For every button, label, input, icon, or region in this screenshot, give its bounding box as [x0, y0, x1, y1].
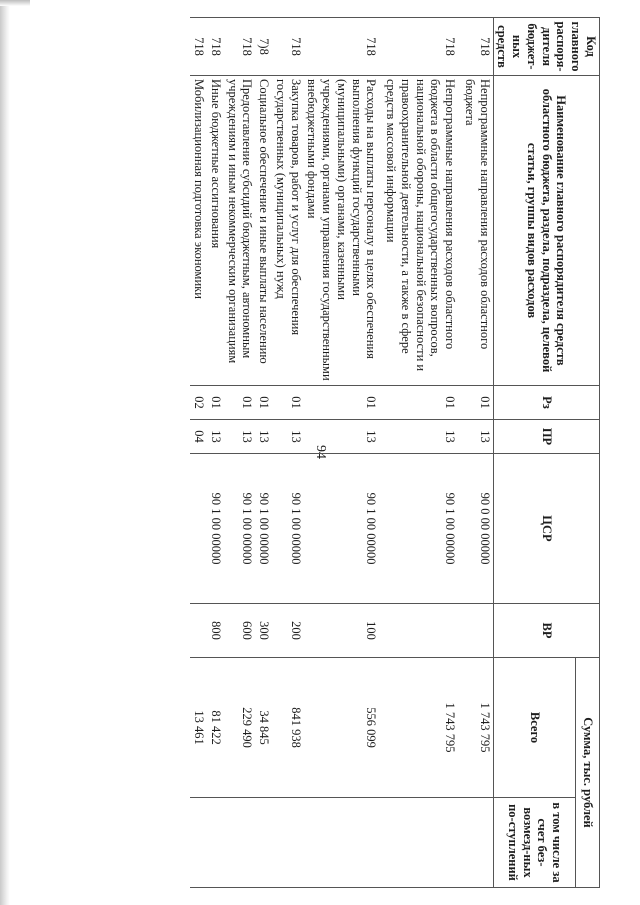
cell-code: 718: [191, 18, 208, 76]
cell-total: 1 743 795: [461, 658, 493, 798]
cell-total: 1 743 795: [383, 658, 462, 798]
cell-csr: 90 1 00 00000: [256, 454, 273, 604]
cell-name: Иные бюджетные ассигнования: [207, 76, 224, 386]
cell-rz: 01: [224, 386, 256, 420]
cell-total: 841 938: [272, 658, 304, 798]
cell-pr: 13: [461, 420, 493, 454]
cell-code: 7)8: [256, 18, 273, 76]
cell-vr: 800: [207, 604, 224, 658]
cell-gratuitous: [191, 798, 208, 888]
header-name: Наименование главного распорядителя средств областного бюджета, раздела, подраздела, целевой статьи, группы видов расходов: [493, 76, 599, 386]
cell-vr: 200: [272, 604, 304, 658]
header-csr: ЦСР: [493, 454, 599, 604]
cell-gratuitous: [461, 798, 493, 888]
cell-pr: 13: [383, 420, 462, 454]
header-rz: Рз: [493, 386, 599, 420]
cell-code: 718: [304, 18, 383, 76]
cell-code: 718: [224, 18, 256, 76]
cell-name: Мобилизационная подготовка экономики: [191, 76, 208, 386]
cell-code: 718: [272, 18, 304, 76]
cell-pr: 13: [304, 420, 383, 454]
cell-gratuitous: [224, 798, 256, 888]
header-total: Всего: [493, 658, 576, 798]
table-row: [256, 18, 273, 888]
scan-corner-shadow: [0, 0, 30, 6]
cell-csr: [191, 454, 208, 604]
cell-vr: 300: [256, 604, 273, 658]
cell-name: Расходы на выплаты персоналу в целях обеспечения выполнения функций государственными (муниципальными) органами, казенными учреждениями, органами управления государственными внебюджетными фондами: [304, 76, 383, 386]
cell-rz: 01: [272, 386, 304, 420]
table-row: [207, 18, 224, 888]
cell-total: 556 099: [304, 658, 383, 798]
cell-code: 718: [461, 18, 493, 76]
cell-rz: 02: [191, 386, 208, 420]
table-row: [272, 18, 304, 888]
cell-csr: 90 1 00 00000: [224, 454, 256, 604]
cell-rz: 01: [383, 386, 462, 420]
cell-gratuitous: [383, 798, 462, 888]
table-row: [191, 18, 208, 888]
cell-csr: 90 0 00 00000: [461, 454, 493, 604]
header-code: Код главного распоря-дителя бюджет-ных средств: [493, 18, 599, 76]
cell-csr: 90 1 00 00000: [207, 454, 224, 604]
header-sum-group: Сумма, тыс. рублей: [576, 658, 600, 888]
cell-rz: 01: [256, 386, 273, 420]
cell-rz: 01: [304, 386, 383, 420]
cell-name: Непрограммные направления расходов областного бюджета: [461, 76, 493, 386]
cell-name: Закупка товаров, работ и услуг для обеспечения государственных (муниципальных) нужд: [272, 76, 304, 386]
cell-gratuitous: [207, 798, 224, 888]
cell-vr: 100: [304, 604, 383, 658]
header-vr: ВР: [493, 604, 599, 658]
cell-vr: [383, 604, 462, 658]
cell-total: 229 490: [224, 658, 256, 798]
cell-gratuitous: [256, 798, 273, 888]
budget-table: [191, 17, 601, 888]
table-row: [304, 18, 383, 888]
cell-name: Непрограммные направления расходов областного бюджета в области общегосударственных вопросов, национальной обороны, национальной безопасности и правоохранительной деятельности, а также в сфере средств массовой информации: [383, 76, 462, 386]
cell-total: 34 845: [256, 658, 273, 798]
table-row: [461, 18, 493, 888]
cell-csr: 90 1 00 00000: [272, 454, 304, 604]
cell-total: 81 422: [207, 658, 224, 798]
cell-total: 13 461: [191, 658, 208, 798]
scan-edge-shadow: [0, 0, 10, 905]
cell-name: Социальное обеспечение и иные выплаты населению: [256, 76, 273, 386]
header-gratuitous: в том числе за счет без-возмезд-ных по-ступлений: [493, 798, 576, 888]
header-pr: ПР: [493, 420, 599, 454]
cell-pr: 04: [191, 420, 208, 454]
cell-code: 718: [383, 18, 462, 76]
cell-gratuitous: [272, 798, 304, 888]
cell-csr: 90 1 00 00000: [383, 454, 462, 604]
table-row: [383, 18, 462, 888]
cell-pr: 13: [224, 420, 256, 454]
cell-name: Предоставление субсидий бюджетным, автономным учреждениям и иным некоммерческим организациям: [224, 76, 256, 386]
cell-pr: 13: [272, 420, 304, 454]
page-number: 94: [313, 445, 328, 459]
table-row: [224, 18, 256, 888]
rotated-page: [40, 17, 600, 887]
cell-vr: [191, 604, 208, 658]
cell-gratuitous: [304, 798, 383, 888]
cell-vr: 600: [224, 604, 256, 658]
cell-pr: 13: [207, 420, 224, 454]
cell-pr: 13: [256, 420, 273, 454]
cell-vr: [461, 604, 493, 658]
cell-rz: 01: [461, 386, 493, 420]
cell-code: 718: [207, 18, 224, 76]
cell-csr: 90 1 00 00000: [304, 454, 383, 604]
cell-rz: 01: [207, 386, 224, 420]
